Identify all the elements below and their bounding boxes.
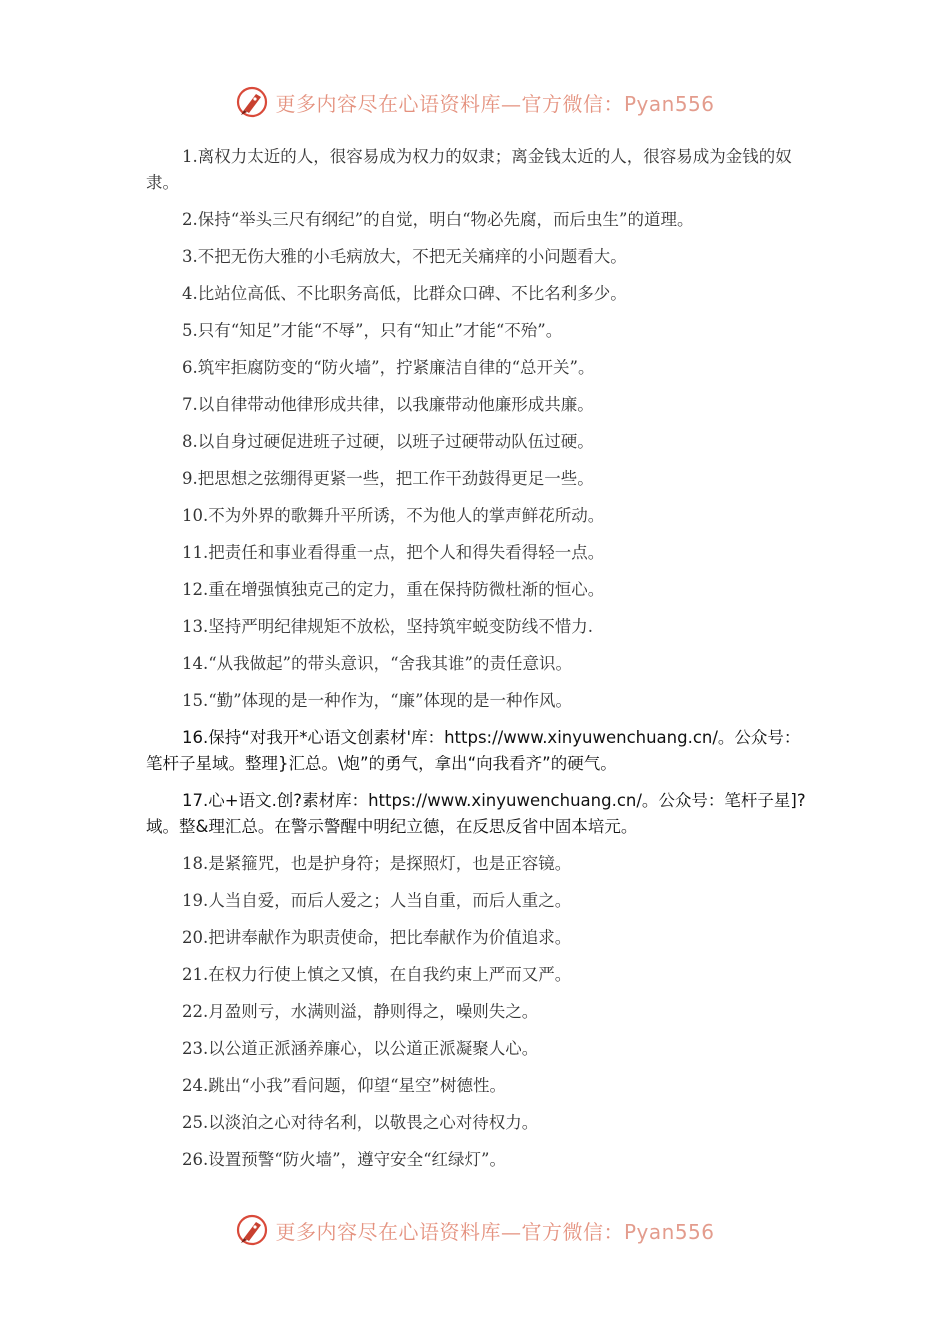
pen-nib-logo-icon	[235, 85, 269, 119]
list-item: 4.比站位高低、不比职务高低，比群众口碑、不比名利多少。	[182, 284, 627, 303]
footer-banner-text	[275, 1216, 714, 1245]
list-item: 10.不为外界的歌舞升平所诱，不为他人的掌声鲜花所动。	[182, 506, 605, 525]
list-item: 6.筑牢拒腐防变的“防火墙”，拧紧廉洁自律的“总开关”。	[182, 358, 595, 377]
footer-wechat-id: Pyan556	[623, 1219, 715, 1244]
list-item-watermarked: 17.心+语文.创?素材库：https://www.xinyuwenchuang.cn/。公众号：笔杆子星]?域。整&理汇总。在警示警醒中明纪立德，在反思反省中固本培元。	[146, 791, 806, 836]
footer-banner	[0, 1208, 950, 1252]
quote-list	[146, 144, 808, 1184]
list-item: 11.把责任和事业看得重一点，把个人和得失看得轻一点。	[182, 543, 605, 562]
list-item: 13.坚持严明纪律规矩不放松，坚持筑牢蜕变防线不惜力.	[182, 617, 593, 636]
list-item: 7.以自律带动他律形成共律，以我廉带动他廉形成共廉。	[182, 395, 594, 414]
list-item: 3.不把无伤大雅的小毛病放大，不把无关痛痒的小问题看大。	[182, 247, 627, 266]
list-item: 24.跳出“小我”看问题，仰望“星空”树德性。	[182, 1076, 506, 1095]
list-item: 21.在权力行使上慎之又慎，在自我约束上严而又严。	[182, 965, 572, 984]
list-item: 26.设置预警“防火墙”，遵守安全“红绿灯”。	[182, 1150, 506, 1169]
list-item: 1.离权力太近的人，很容易成为权力的奴隶；离金钱太近的人，很容易成为金钱的奴隶。	[146, 147, 792, 192]
list-item: 8.以自身过硬促进班子过硬，以班子过硬带动队伍过硬。	[182, 432, 594, 451]
list-item: 19.人当自爱，而后人爱之；人当自重，而后人重之。	[182, 891, 572, 910]
list-item: 14.“从我做起”的带头意识，“舍我其谁”的责任意识。	[182, 654, 572, 673]
list-item: 25.以淡泊之心对待名利，以敬畏之心对待权力。	[182, 1113, 539, 1132]
footer-banner-label: 更多内容尽在心语资料库—官方微信：	[275, 1219, 624, 1244]
pen-nib-logo-icon	[235, 1213, 269, 1247]
list-item: 15.“勤”体现的是一种作为，“廉”体现的是一种作风。	[182, 691, 572, 710]
list-item: 5.只有“知足”才能“不辱”，只有“知止”才能“不殆”。	[182, 321, 563, 340]
list-item: 12.重在增强慎独克己的定力，重在保持防微杜渐的恒心。	[182, 580, 605, 599]
list-item: 18.是紧箍咒，也是护身符；是探照灯，也是正容镜。	[182, 854, 572, 873]
header-banner	[0, 80, 950, 124]
header-banner-text	[275, 88, 714, 117]
list-item: 22.月盈则亏，水满则溢，静则得之，噪则失之。	[182, 1002, 539, 1021]
list-item: 9.把思想之弦绷得更紧一些，把工作干劲鼓得更足一些。	[182, 469, 594, 488]
list-item: 20.把讲奉献作为职责使命，把比奉献作为价值追求。	[182, 928, 572, 947]
list-item: 23.以公道正派涵养廉心，以公道正派凝聚人心。	[182, 1039, 539, 1058]
header-wechat-id: Pyan556	[623, 91, 715, 116]
list-item: 2.保持“举头三尺有纲纪”的自觉，明白“物必先腐，而后虫生”的道理。	[182, 210, 694, 229]
header-banner-label: 更多内容尽在心语资料库—官方微信：	[275, 91, 624, 116]
list-item-watermarked: 16.保持“对我开*心语文创素材'库：https://www.xinyuwenchuang.cn/。公众号：笔杆子星域。整理}汇总。\炮”的勇气，拿出“向我看齐”的硬气。	[146, 728, 801, 773]
